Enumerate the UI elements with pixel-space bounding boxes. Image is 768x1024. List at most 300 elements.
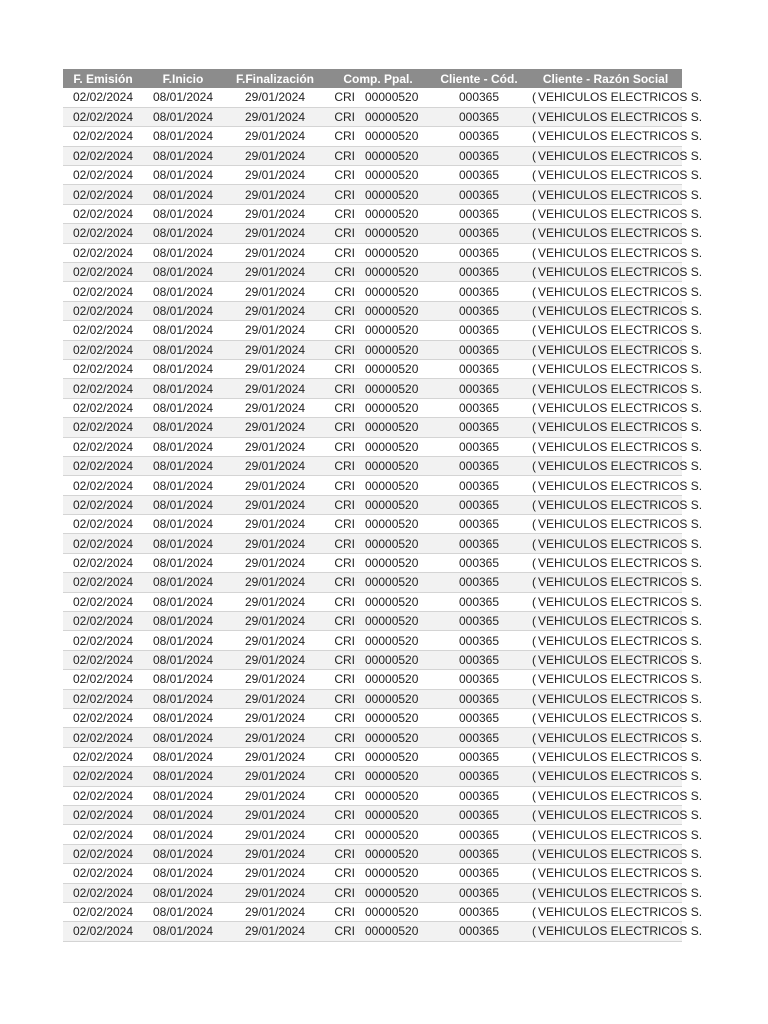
- cell-cliente-razon[interactable]: VEHICULOS ELECTRICOS S.: [536, 534, 682, 553]
- table-row[interactable]: [63, 476, 682, 495]
- cell-comp-tipo[interactable]: CRI: [327, 612, 363, 631]
- cell-cliente-cod[interactable]: 000365: [429, 786, 529, 805]
- cell-cliente-cod[interactable]: 000365: [429, 476, 529, 495]
- table-row[interactable]: [63, 650, 682, 669]
- cell-comp-numero[interactable]: 00000520: [363, 418, 429, 437]
- cell-cliente-prefix[interactable]: (: [529, 515, 536, 534]
- cell-finalizacion[interactable]: 29/01/2024: [223, 844, 327, 863]
- cell-inicio[interactable]: 08/01/2024: [143, 243, 223, 262]
- cell-inicio[interactable]: 08/01/2024: [143, 398, 223, 417]
- table-row[interactable]: [63, 553, 682, 572]
- cell-cliente-razon[interactable]: VEHICULOS ELECTRICOS S.: [536, 476, 682, 495]
- cell-inicio[interactable]: 08/01/2024: [143, 825, 223, 844]
- cell-cliente-cod[interactable]: 000365: [429, 495, 529, 514]
- cell-emision[interactable]: 02/02/2024: [63, 825, 143, 844]
- cell-finalizacion[interactable]: 29/01/2024: [223, 107, 327, 126]
- cell-cliente-cod[interactable]: 000365: [429, 456, 529, 475]
- table-row[interactable]: [63, 263, 682, 282]
- cell-cliente-cod[interactable]: 000365: [429, 224, 529, 243]
- cell-comp-numero[interactable]: 00000520: [363, 282, 429, 301]
- cell-finalizacion[interactable]: 29/01/2024: [223, 243, 327, 262]
- column-header-comp-ppal[interactable]: Comp. Ppal.: [327, 69, 429, 88]
- table-row[interactable]: [63, 767, 682, 786]
- cell-finalizacion[interactable]: 29/01/2024: [223, 553, 327, 572]
- cell-cliente-prefix[interactable]: (: [529, 689, 536, 708]
- cell-inicio[interactable]: 08/01/2024: [143, 612, 223, 631]
- cell-cliente-prefix[interactable]: (: [529, 243, 536, 262]
- cell-comp-numero[interactable]: 00000520: [363, 922, 429, 941]
- cell-cliente-prefix[interactable]: (: [529, 301, 536, 320]
- cell-emision[interactable]: 02/02/2024: [63, 573, 143, 592]
- cell-cliente-cod[interactable]: 000365: [429, 747, 529, 766]
- table-row[interactable]: [63, 631, 682, 650]
- cell-cliente-prefix[interactable]: (: [529, 805, 536, 824]
- cell-cliente-cod[interactable]: 000365: [429, 243, 529, 262]
- cell-cliente-cod[interactable]: 000365: [429, 592, 529, 611]
- cell-comp-tipo[interactable]: CRI: [327, 689, 363, 708]
- cell-cliente-cod[interactable]: 000365: [429, 398, 529, 417]
- cell-comp-numero[interactable]: 00000520: [363, 534, 429, 553]
- cell-comp-tipo[interactable]: CRI: [327, 379, 363, 398]
- cell-cliente-cod[interactable]: 000365: [429, 534, 529, 553]
- cell-cliente-prefix[interactable]: (: [529, 786, 536, 805]
- table-row[interactable]: [63, 398, 682, 417]
- cell-cliente-prefix[interactable]: (: [529, 883, 536, 902]
- cell-cliente-cod[interactable]: 000365: [429, 88, 529, 107]
- table-row[interactable]: [63, 786, 682, 805]
- cell-cliente-prefix[interactable]: (: [529, 398, 536, 417]
- cell-emision[interactable]: 02/02/2024: [63, 146, 143, 165]
- cell-emision[interactable]: 02/02/2024: [63, 476, 143, 495]
- cell-emision[interactable]: 02/02/2024: [63, 709, 143, 728]
- cell-comp-numero[interactable]: 00000520: [363, 553, 429, 572]
- cell-emision[interactable]: 02/02/2024: [63, 631, 143, 650]
- table-row[interactable]: [63, 224, 682, 243]
- cell-cliente-razon[interactable]: VEHICULOS ELECTRICOS S.: [536, 263, 682, 282]
- cell-inicio[interactable]: 08/01/2024: [143, 553, 223, 572]
- cell-comp-numero[interactable]: 00000520: [363, 805, 429, 824]
- cell-emision[interactable]: 02/02/2024: [63, 786, 143, 805]
- cell-cliente-razon[interactable]: VEHICULOS ELECTRICOS S.: [536, 456, 682, 475]
- cell-emision[interactable]: 02/02/2024: [63, 418, 143, 437]
- table-row[interactable]: [63, 340, 682, 359]
- cell-finalizacion[interactable]: 29/01/2024: [223, 166, 327, 185]
- table-row[interactable]: [63, 747, 682, 766]
- cell-finalizacion[interactable]: 29/01/2024: [223, 495, 327, 514]
- cell-emision[interactable]: 02/02/2024: [63, 224, 143, 243]
- column-header-finalizacion[interactable]: F.Finalización: [223, 69, 327, 88]
- cell-cliente-razon[interactable]: VEHICULOS ELECTRICOS S.: [536, 767, 682, 786]
- cell-inicio[interactable]: 08/01/2024: [143, 418, 223, 437]
- table-row[interactable]: [63, 805, 682, 824]
- cell-inicio[interactable]: 08/01/2024: [143, 282, 223, 301]
- cell-finalizacion[interactable]: 29/01/2024: [223, 146, 327, 165]
- cell-cliente-prefix[interactable]: (: [529, 359, 536, 378]
- cell-comp-tipo[interactable]: CRI: [327, 263, 363, 282]
- cell-inicio[interactable]: 08/01/2024: [143, 127, 223, 146]
- cell-finalizacion[interactable]: 29/01/2024: [223, 689, 327, 708]
- cell-finalizacion[interactable]: 29/01/2024: [223, 224, 327, 243]
- cell-finalizacion[interactable]: 29/01/2024: [223, 301, 327, 320]
- cell-inicio[interactable]: 08/01/2024: [143, 902, 223, 921]
- cell-cliente-cod[interactable]: 000365: [429, 883, 529, 902]
- cell-comp-tipo[interactable]: CRI: [327, 398, 363, 417]
- cell-finalizacion[interactable]: 29/01/2024: [223, 127, 327, 146]
- table-row[interactable]: [63, 922, 682, 941]
- cell-cliente-razon[interactable]: VEHICULOS ELECTRICOS S.: [536, 631, 682, 650]
- cell-emision[interactable]: 02/02/2024: [63, 844, 143, 863]
- cell-cliente-prefix[interactable]: (: [529, 107, 536, 126]
- cell-finalizacion[interactable]: 29/01/2024: [223, 456, 327, 475]
- cell-comp-numero[interactable]: 00000520: [363, 456, 429, 475]
- cell-cliente-prefix[interactable]: (: [529, 650, 536, 669]
- cell-emision[interactable]: 02/02/2024: [63, 185, 143, 204]
- cell-finalizacion[interactable]: 29/01/2024: [223, 515, 327, 534]
- cell-cliente-prefix[interactable]: (: [529, 495, 536, 514]
- cell-cliente-razon[interactable]: VEHICULOS ELECTRICOS S.: [536, 573, 682, 592]
- cell-comp-tipo[interactable]: CRI: [327, 224, 363, 243]
- cell-emision[interactable]: 02/02/2024: [63, 456, 143, 475]
- cell-emision[interactable]: 02/02/2024: [63, 592, 143, 611]
- cell-finalizacion[interactable]: 29/01/2024: [223, 418, 327, 437]
- cell-cliente-prefix[interactable]: (: [529, 185, 536, 204]
- cell-cliente-prefix[interactable]: (: [529, 902, 536, 921]
- cell-cliente-cod[interactable]: 000365: [429, 107, 529, 126]
- cell-cliente-cod[interactable]: 000365: [429, 650, 529, 669]
- cell-comp-tipo[interactable]: CRI: [327, 301, 363, 320]
- cell-comp-numero[interactable]: 00000520: [363, 844, 429, 863]
- table-row[interactable]: [63, 107, 682, 126]
- cell-emision[interactable]: 02/02/2024: [63, 553, 143, 572]
- cell-cliente-cod[interactable]: 000365: [429, 379, 529, 398]
- cell-cliente-razon[interactable]: VEHICULOS ELECTRICOS S.: [536, 127, 682, 146]
- cell-comp-numero[interactable]: 00000520: [363, 864, 429, 883]
- cell-cliente-razon[interactable]: VEHICULOS ELECTRICOS S.: [536, 146, 682, 165]
- cell-comp-numero[interactable]: 00000520: [363, 612, 429, 631]
- cell-cliente-razon[interactable]: VEHICULOS ELECTRICOS S.: [536, 844, 682, 863]
- cell-cliente-razon[interactable]: VEHICULOS ELECTRICOS S.: [536, 553, 682, 572]
- cell-emision[interactable]: 02/02/2024: [63, 728, 143, 747]
- cell-finalizacion[interactable]: 29/01/2024: [223, 204, 327, 223]
- cell-cliente-prefix[interactable]: (: [529, 166, 536, 185]
- cell-emision[interactable]: 02/02/2024: [63, 883, 143, 902]
- table-row[interactable]: [63, 709, 682, 728]
- cell-emision[interactable]: 02/02/2024: [63, 359, 143, 378]
- cell-comp-numero[interactable]: 00000520: [363, 650, 429, 669]
- cell-finalizacion[interactable]: 29/01/2024: [223, 592, 327, 611]
- cell-comp-tipo[interactable]: CRI: [327, 146, 363, 165]
- cell-cliente-cod[interactable]: 000365: [429, 282, 529, 301]
- cell-cliente-prefix[interactable]: (: [529, 534, 536, 553]
- cell-comp-tipo[interactable]: CRI: [327, 670, 363, 689]
- table-row[interactable]: [63, 456, 682, 475]
- cell-comp-numero[interactable]: 00000520: [363, 359, 429, 378]
- cell-comp-numero[interactable]: 00000520: [363, 263, 429, 282]
- cell-emision[interactable]: 02/02/2024: [63, 243, 143, 262]
- cell-comp-tipo[interactable]: CRI: [327, 476, 363, 495]
- cell-comp-numero[interactable]: 00000520: [363, 146, 429, 165]
- cell-inicio[interactable]: 08/01/2024: [143, 301, 223, 320]
- cell-emision[interactable]: 02/02/2024: [63, 922, 143, 941]
- cell-emision[interactable]: 02/02/2024: [63, 689, 143, 708]
- cell-inicio[interactable]: 08/01/2024: [143, 786, 223, 805]
- cell-cliente-prefix[interactable]: (: [529, 340, 536, 359]
- cell-cliente-prefix[interactable]: (: [529, 476, 536, 495]
- cell-cliente-cod[interactable]: 000365: [429, 844, 529, 863]
- cell-finalizacion[interactable]: 29/01/2024: [223, 709, 327, 728]
- cell-finalizacion[interactable]: 29/01/2024: [223, 728, 327, 747]
- cell-comp-tipo[interactable]: CRI: [327, 204, 363, 223]
- cell-emision[interactable]: 02/02/2024: [63, 864, 143, 883]
- cell-cliente-razon[interactable]: VEHICULOS ELECTRICOS S.: [536, 321, 682, 340]
- cell-cliente-prefix[interactable]: (: [529, 146, 536, 165]
- cell-comp-tipo[interactable]: CRI: [327, 592, 363, 611]
- cell-comp-tipo[interactable]: CRI: [327, 883, 363, 902]
- cell-inicio[interactable]: 08/01/2024: [143, 321, 223, 340]
- table-row[interactable]: [63, 612, 682, 631]
- cell-inicio[interactable]: 08/01/2024: [143, 767, 223, 786]
- cell-cliente-cod[interactable]: 000365: [429, 437, 529, 456]
- cell-inicio[interactable]: 08/01/2024: [143, 166, 223, 185]
- table-row[interactable]: [63, 127, 682, 146]
- cell-cliente-prefix[interactable]: (: [529, 670, 536, 689]
- cell-comp-numero[interactable]: 00000520: [363, 321, 429, 340]
- cell-inicio[interactable]: 08/01/2024: [143, 379, 223, 398]
- column-header-inicio[interactable]: F.Inicio: [143, 69, 223, 88]
- cell-cliente-razon[interactable]: VEHICULOS ELECTRICOS S.: [536, 592, 682, 611]
- cell-cliente-prefix[interactable]: (: [529, 728, 536, 747]
- cell-cliente-prefix[interactable]: (: [529, 224, 536, 243]
- cell-cliente-prefix[interactable]: (: [529, 922, 536, 941]
- cell-cliente-prefix[interactable]: (: [529, 747, 536, 766]
- cell-cliente-prefix[interactable]: (: [529, 864, 536, 883]
- cell-comp-numero[interactable]: 00000520: [363, 515, 429, 534]
- cell-cliente-razon[interactable]: VEHICULOS ELECTRICOS S.: [536, 185, 682, 204]
- cell-cliente-cod[interactable]: 000365: [429, 631, 529, 650]
- cell-comp-tipo[interactable]: CRI: [327, 573, 363, 592]
- column-header-cliente-razon[interactable]: Cliente - Razón Social: [529, 69, 682, 88]
- cell-cliente-prefix[interactable]: (: [529, 573, 536, 592]
- cell-finalizacion[interactable]: 29/01/2024: [223, 321, 327, 340]
- cell-cliente-cod[interactable]: 000365: [429, 146, 529, 165]
- cell-finalizacion[interactable]: 29/01/2024: [223, 282, 327, 301]
- cell-emision[interactable]: 02/02/2024: [63, 437, 143, 456]
- cell-inicio[interactable]: 08/01/2024: [143, 747, 223, 766]
- cell-inicio[interactable]: 08/01/2024: [143, 456, 223, 475]
- cell-emision[interactable]: 02/02/2024: [63, 805, 143, 824]
- table-row[interactable]: [63, 728, 682, 747]
- cell-cliente-razon[interactable]: VEHICULOS ELECTRICOS S.: [536, 379, 682, 398]
- cell-cliente-razon[interactable]: VEHICULOS ELECTRICOS S.: [536, 728, 682, 747]
- cell-comp-numero[interactable]: 00000520: [363, 204, 429, 223]
- cell-inicio[interactable]: 08/01/2024: [143, 534, 223, 553]
- cell-cliente-prefix[interactable]: (: [529, 844, 536, 863]
- cell-inicio[interactable]: 08/01/2024: [143, 359, 223, 378]
- cell-emision[interactable]: 02/02/2024: [63, 398, 143, 417]
- cell-finalizacion[interactable]: 29/01/2024: [223, 437, 327, 456]
- cell-inicio[interactable]: 08/01/2024: [143, 650, 223, 669]
- cell-finalizacion[interactable]: 29/01/2024: [223, 864, 327, 883]
- cell-comp-tipo[interactable]: CRI: [327, 553, 363, 572]
- cell-comp-tipo[interactable]: CRI: [327, 166, 363, 185]
- cell-cliente-razon[interactable]: VEHICULOS ELECTRICOS S.: [536, 747, 682, 766]
- cell-comp-numero[interactable]: 00000520: [363, 709, 429, 728]
- cell-comp-tipo[interactable]: CRI: [327, 747, 363, 766]
- cell-comp-tipo[interactable]: CRI: [327, 728, 363, 747]
- cell-comp-numero[interactable]: 00000520: [363, 592, 429, 611]
- cell-comp-numero[interactable]: 00000520: [363, 88, 429, 107]
- cell-cliente-razon[interactable]: VEHICULOS ELECTRICOS S.: [536, 282, 682, 301]
- cell-emision[interactable]: 02/02/2024: [63, 88, 143, 107]
- cell-cliente-cod[interactable]: 000365: [429, 263, 529, 282]
- cell-comp-numero[interactable]: 00000520: [363, 166, 429, 185]
- cell-comp-tipo[interactable]: CRI: [327, 650, 363, 669]
- cell-cliente-prefix[interactable]: (: [529, 592, 536, 611]
- column-header-cliente-cod[interactable]: Cliente - Cód.: [429, 69, 529, 88]
- cell-emision[interactable]: 02/02/2024: [63, 515, 143, 534]
- column-header-emision[interactable]: F. Emisión: [63, 69, 143, 88]
- cell-finalizacion[interactable]: 29/01/2024: [223, 612, 327, 631]
- cell-comp-numero[interactable]: 00000520: [363, 747, 429, 766]
- cell-cliente-cod[interactable]: 000365: [429, 805, 529, 824]
- cell-inicio[interactable]: 08/01/2024: [143, 263, 223, 282]
- cell-cliente-razon[interactable]: VEHICULOS ELECTRICOS S.: [536, 437, 682, 456]
- table-row[interactable]: [63, 282, 682, 301]
- cell-cliente-cod[interactable]: 000365: [429, 418, 529, 437]
- table-row[interactable]: [63, 883, 682, 902]
- cell-cliente-prefix[interactable]: (: [529, 825, 536, 844]
- table-row[interactable]: [63, 146, 682, 165]
- cell-emision[interactable]: 02/02/2024: [63, 282, 143, 301]
- cell-finalizacion[interactable]: 29/01/2024: [223, 573, 327, 592]
- cell-inicio[interactable]: 08/01/2024: [143, 437, 223, 456]
- cell-comp-tipo[interactable]: CRI: [327, 709, 363, 728]
- cell-finalizacion[interactable]: 29/01/2024: [223, 263, 327, 282]
- table-row[interactable]: [63, 670, 682, 689]
- table-row[interactable]: [63, 379, 682, 398]
- cell-finalizacion[interactable]: 29/01/2024: [223, 185, 327, 204]
- cell-cliente-prefix[interactable]: (: [529, 709, 536, 728]
- table-row[interactable]: [63, 495, 682, 514]
- cell-comp-numero[interactable]: 00000520: [363, 398, 429, 417]
- cell-cliente-razon[interactable]: VEHICULOS ELECTRICOS S.: [536, 902, 682, 921]
- cell-comp-tipo[interactable]: CRI: [327, 515, 363, 534]
- cell-cliente-cod[interactable]: 000365: [429, 515, 529, 534]
- cell-inicio[interactable]: 08/01/2024: [143, 88, 223, 107]
- cell-inicio[interactable]: 08/01/2024: [143, 107, 223, 126]
- table-row[interactable]: [63, 204, 682, 223]
- cell-comp-numero[interactable]: 00000520: [363, 301, 429, 320]
- cell-cliente-cod[interactable]: 000365: [429, 321, 529, 340]
- table-row[interactable]: [63, 515, 682, 534]
- cell-cliente-razon[interactable]: VEHICULOS ELECTRICOS S.: [536, 709, 682, 728]
- cell-cliente-razon[interactable]: VEHICULOS ELECTRICOS S.: [536, 495, 682, 514]
- cell-cliente-cod[interactable]: 000365: [429, 864, 529, 883]
- table-row[interactable]: [63, 844, 682, 863]
- cell-comp-tipo[interactable]: CRI: [327, 359, 363, 378]
- table-row[interactable]: [63, 301, 682, 320]
- cell-inicio[interactable]: 08/01/2024: [143, 592, 223, 611]
- cell-cliente-prefix[interactable]: (: [529, 553, 536, 572]
- cell-comp-tipo[interactable]: CRI: [327, 805, 363, 824]
- cell-cliente-razon[interactable]: VEHICULOS ELECTRICOS S.: [536, 689, 682, 708]
- cell-comp-numero[interactable]: 00000520: [363, 243, 429, 262]
- cell-comp-tipo[interactable]: CRI: [327, 825, 363, 844]
- cell-cliente-razon[interactable]: VEHICULOS ELECTRICOS S.: [536, 107, 682, 126]
- cell-cliente-cod[interactable]: 000365: [429, 573, 529, 592]
- cell-finalizacion[interactable]: 29/01/2024: [223, 767, 327, 786]
- cell-comp-numero[interactable]: 00000520: [363, 670, 429, 689]
- cell-comp-numero[interactable]: 00000520: [363, 107, 429, 126]
- cell-comp-tipo[interactable]: CRI: [327, 185, 363, 204]
- cell-comp-tipo[interactable]: CRI: [327, 107, 363, 126]
- cell-finalizacion[interactable]: 29/01/2024: [223, 88, 327, 107]
- cell-inicio[interactable]: 08/01/2024: [143, 883, 223, 902]
- cell-finalizacion[interactable]: 29/01/2024: [223, 631, 327, 650]
- cell-cliente-cod[interactable]: 000365: [429, 301, 529, 320]
- cell-finalizacion[interactable]: 29/01/2024: [223, 902, 327, 921]
- cell-cliente-cod[interactable]: 000365: [429, 922, 529, 941]
- cell-inicio[interactable]: 08/01/2024: [143, 573, 223, 592]
- cell-cliente-cod[interactable]: 000365: [429, 767, 529, 786]
- cell-cliente-prefix[interactable]: (: [529, 631, 536, 650]
- cell-comp-numero[interactable]: 00000520: [363, 573, 429, 592]
- cell-inicio[interactable]: 08/01/2024: [143, 728, 223, 747]
- cell-cliente-prefix[interactable]: (: [529, 321, 536, 340]
- cell-cliente-prefix[interactable]: (: [529, 767, 536, 786]
- cell-comp-numero[interactable]: 00000520: [363, 185, 429, 204]
- cell-cliente-razon[interactable]: VEHICULOS ELECTRICOS S.: [536, 301, 682, 320]
- cell-comp-numero[interactable]: 00000520: [363, 883, 429, 902]
- cell-emision[interactable]: 02/02/2024: [63, 534, 143, 553]
- cell-cliente-razon[interactable]: VEHICULOS ELECTRICOS S.: [536, 805, 682, 824]
- cell-cliente-razon[interactable]: VEHICULOS ELECTRICOS S.: [536, 224, 682, 243]
- cell-comp-tipo[interactable]: CRI: [327, 243, 363, 262]
- cell-finalizacion[interactable]: 29/01/2024: [223, 650, 327, 669]
- cell-comp-tipo[interactable]: CRI: [327, 534, 363, 553]
- cell-cliente-cod[interactable]: 000365: [429, 612, 529, 631]
- cell-comp-numero[interactable]: 00000520: [363, 224, 429, 243]
- cell-finalizacion[interactable]: 29/01/2024: [223, 340, 327, 359]
- cell-cliente-prefix[interactable]: (: [529, 127, 536, 146]
- cell-comp-numero[interactable]: 00000520: [363, 379, 429, 398]
- table-row[interactable]: [63, 534, 682, 553]
- cell-emision[interactable]: 02/02/2024: [63, 650, 143, 669]
- cell-comp-tipo[interactable]: CRI: [327, 786, 363, 805]
- cell-finalizacion[interactable]: 29/01/2024: [223, 534, 327, 553]
- cell-comp-numero[interactable]: 00000520: [363, 786, 429, 805]
- cell-cliente-razon[interactable]: VEHICULOS ELECTRICOS S.: [536, 243, 682, 262]
- cell-emision[interactable]: 02/02/2024: [63, 767, 143, 786]
- cell-cliente-cod[interactable]: 000365: [429, 553, 529, 572]
- cell-comp-numero[interactable]: 00000520: [363, 340, 429, 359]
- cell-cliente-prefix[interactable]: (: [529, 282, 536, 301]
- cell-inicio[interactable]: 08/01/2024: [143, 631, 223, 650]
- cell-cliente-cod[interactable]: 000365: [429, 670, 529, 689]
- cell-cliente-prefix[interactable]: (: [529, 204, 536, 223]
- cell-emision[interactable]: 02/02/2024: [63, 612, 143, 631]
- cell-cliente-prefix[interactable]: (: [529, 88, 536, 107]
- cell-comp-tipo[interactable]: CRI: [327, 456, 363, 475]
- cell-inicio[interactable]: 08/01/2024: [143, 670, 223, 689]
- cell-emision[interactable]: 02/02/2024: [63, 670, 143, 689]
- cell-emision[interactable]: 02/02/2024: [63, 204, 143, 223]
- cell-comp-numero[interactable]: 00000520: [363, 127, 429, 146]
- cell-emision[interactable]: 02/02/2024: [63, 127, 143, 146]
- cell-comp-tipo[interactable]: CRI: [327, 922, 363, 941]
- cell-comp-tipo[interactable]: CRI: [327, 437, 363, 456]
- cell-comp-numero[interactable]: 00000520: [363, 437, 429, 456]
